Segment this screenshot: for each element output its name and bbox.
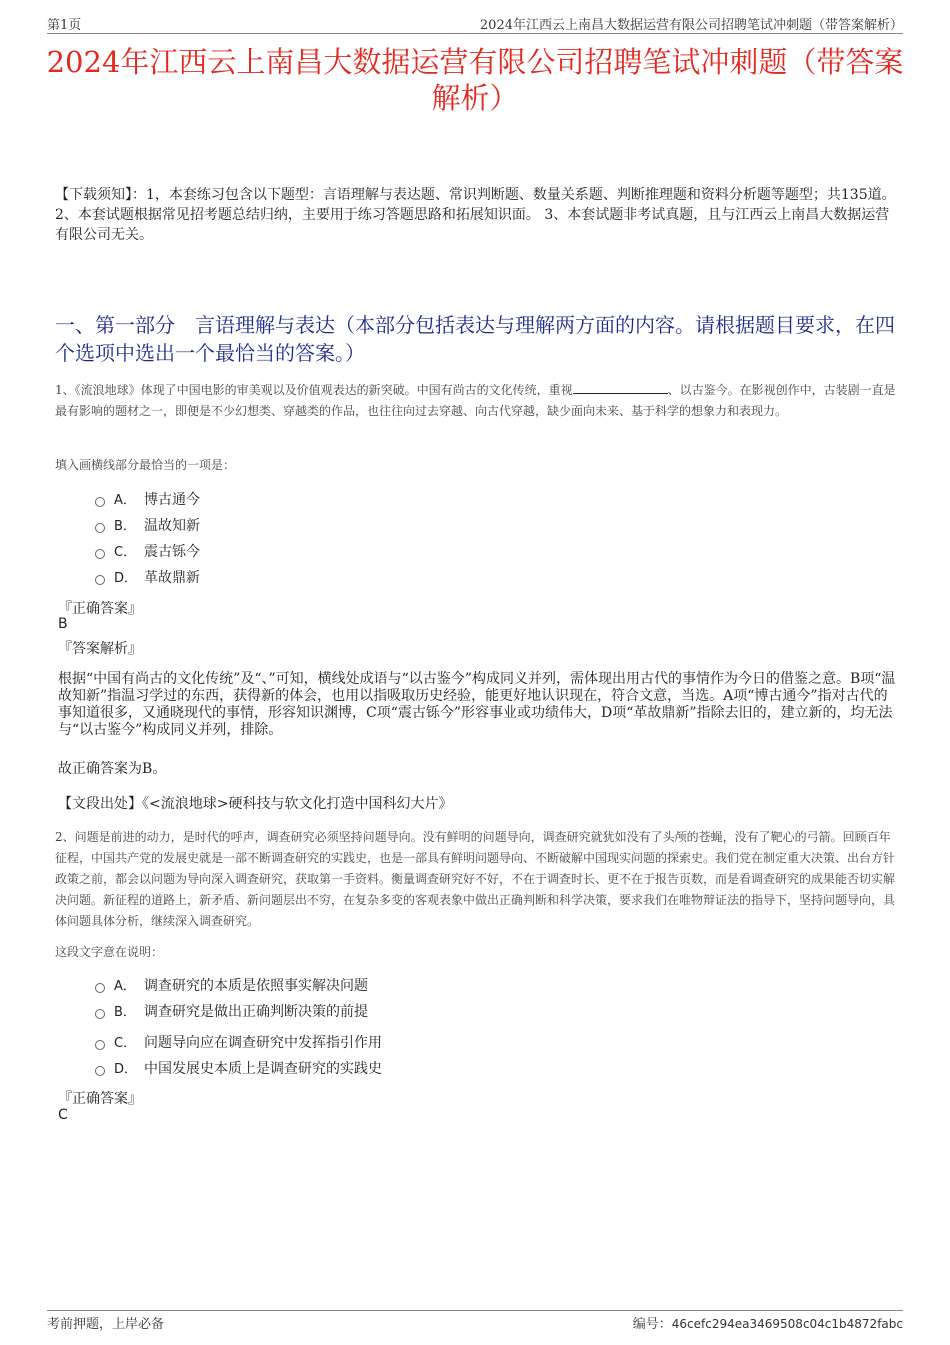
question-1-stem-before: 1、《流浪地球》体现了中国电影的审美观以及价值观表达的新突破。中国有尚古的文化传统，重视 (55, 383, 573, 397)
radio-icon[interactable] (95, 1040, 105, 1050)
question-1-source: 【文段出处】《<流浪地球>硬科技与软文化打造中国科幻大片》 (58, 796, 453, 812)
download-notice: 【下载须知】：1，本套练习包含以下题型：言语理解与表达题、常识判断题、数量关系题、判断推理题和资料分析题等题型；共135道。 2、本套试题根据常见招考题总结归纳，主要用于练习答题思路和拓展知识面。 3、本套试题非考试真题，且与江西云上南昌大数据运营有限公司无关。 (55, 187, 896, 243)
radio-icon[interactable] (95, 549, 105, 559)
question-1-stem-after: 、以古鉴今。在影视创作中，古装剧一直是最有影响的题材之一，即便是不少幻想类、穿越类的作品，也往往向过去穿越、向古代穿越，缺少面向未来、基于科学的想象力和表现力。 (55, 383, 896, 418)
option-text: 博古通今 (144, 492, 200, 508)
option-text: 中国发展史本质上是调查研究的实践史 (144, 1061, 382, 1077)
option-text: 温故知新 (144, 518, 200, 534)
option-letter: B． (114, 1005, 136, 1020)
footer-divider (47, 1310, 903, 1311)
page-number: 第1页 (47, 18, 82, 33)
header-divider (47, 33, 903, 34)
option-letter: D． (114, 1062, 138, 1077)
option-text: 调查研究是做出正确判断决策的前提 (144, 1004, 368, 1020)
document-title: 2024年江西云上南昌大数据运营有限公司招聘笔试冲刺题（带答案解析） (46, 45, 904, 115)
header-doc-title: 2024年江西云上南昌大数据运营有限公司招聘笔试冲刺题（带答案解析） (479, 18, 903, 33)
option-letter: D． (114, 571, 138, 586)
option-text: 问题导向应在调查研究中发挥指引作用 (144, 1035, 382, 1051)
option-letter: C． (114, 1036, 137, 1051)
question-2-answer-label: 『正确答案』 (58, 1091, 142, 1107)
question-1-blank (573, 381, 668, 394)
option-letter: B． (114, 519, 136, 534)
question-2-option-c[interactable] (95, 1032, 382, 1054)
question-1-analysis-label: 『答案解析』 (58, 641, 142, 657)
footer-code-label: 编号： (632, 1317, 672, 1332)
question-1-analysis: 根据“中国有尚古的文化传统”及“、”可知，横线处成语与“以古鉴今”构成同义并列，需体现出用古代的事情作为今日的借鉴之意。B项“温故知新”指温习学过的东西，获得新的体会，也用以指吸取历史经验，能更好地认识现在，符合文意，当选。A项“博古通今”指对古代的事知道很多，又通晓现代的事情，形容知识渊博，C项“震古铄今”形容事业或功绩伟大，D项“革故鼎新”指除去旧的，建立新的，均无法与“以古鉴今”构成同义并列，排除。 (58, 671, 896, 738)
radio-icon[interactable] (95, 497, 105, 507)
question-2-option-a[interactable] (95, 975, 368, 997)
question-2-answer: C (58, 1107, 68, 1123)
footer-code-value: 46cefc294ea3469508c04c1b4872fabc (671, 1317, 903, 1331)
question-1-answer-label: 『正确答案』 (58, 601, 142, 617)
footer-code (633, 1313, 903, 1332)
option-letter: A． (114, 979, 136, 994)
radio-icon[interactable] (95, 523, 105, 533)
option-text: 震古铄今 (144, 544, 200, 560)
question-2-option-d[interactable] (95, 1058, 382, 1080)
question-1-prompt: 填入画横线部分最恰当的一项是： (55, 458, 236, 472)
question-1-option-b[interactable] (95, 515, 200, 537)
option-letter: A． (114, 493, 136, 508)
question-1-option-a[interactable] (95, 489, 200, 511)
question-2-prompt: 这段文字意在说明： (55, 945, 164, 959)
option-text: 革故鼎新 (144, 570, 200, 586)
radio-icon[interactable] (95, 1066, 105, 1076)
option-text: 调查研究的本质是依照事实解决问题 (144, 978, 368, 994)
option-letter: C． (114, 545, 137, 560)
radio-icon[interactable] (95, 575, 105, 585)
question-1-stem (55, 380, 900, 422)
question-1-option-c[interactable] (95, 541, 200, 563)
question-1-option-d[interactable] (95, 567, 200, 589)
question-2-stem: 2、问题是前进的动力，是时代的呼声，调查研究必须坚持问题导向。没有鲜明的问题导向，调查研究就犹如没有了头颅的苍蝇，没有了靶心的弓箭。回顾百年征程，中国共产党的发展史就是一部不断调查研究的实践史，也是一部具有鲜明问题导向、不断破解中国现实问题的探索史。我们党在制定重大决策、出台方针政策之前，都会以问题为导向深入调查研究，获取第一手资料。衡量调查研究好不好，不在于调查时长、更不在于报告页数，而是看调查研究的成果能否切实解决问题。新征程的道路上，新矛盾、新问题层出不穷，在复杂多变的客观表象中做出正确判断和科学决策，要求我们在唯物辩证法的指导下，坚持问题导向，具体问题具体分析，继续深入调查研究。 (55, 830, 896, 928)
section-heading: 一、第一部分 言语理解与表达（本部分包括表达与理解两方面的内容。请根据题目要求，在四个选项中选出一个最恰当的答案。） (55, 313, 895, 365)
question-2-option-b[interactable] (95, 1001, 368, 1023)
radio-icon[interactable] (95, 983, 105, 993)
question-1-answer: B (58, 616, 68, 632)
page-header (47, 14, 903, 34)
page-footer (47, 1313, 903, 1333)
radio-icon[interactable] (95, 1009, 105, 1019)
question-1-conclusion: 故正确答案为B。 (58, 761, 167, 777)
footer-slogan: 考前押题，上岸必备 (47, 1317, 165, 1332)
